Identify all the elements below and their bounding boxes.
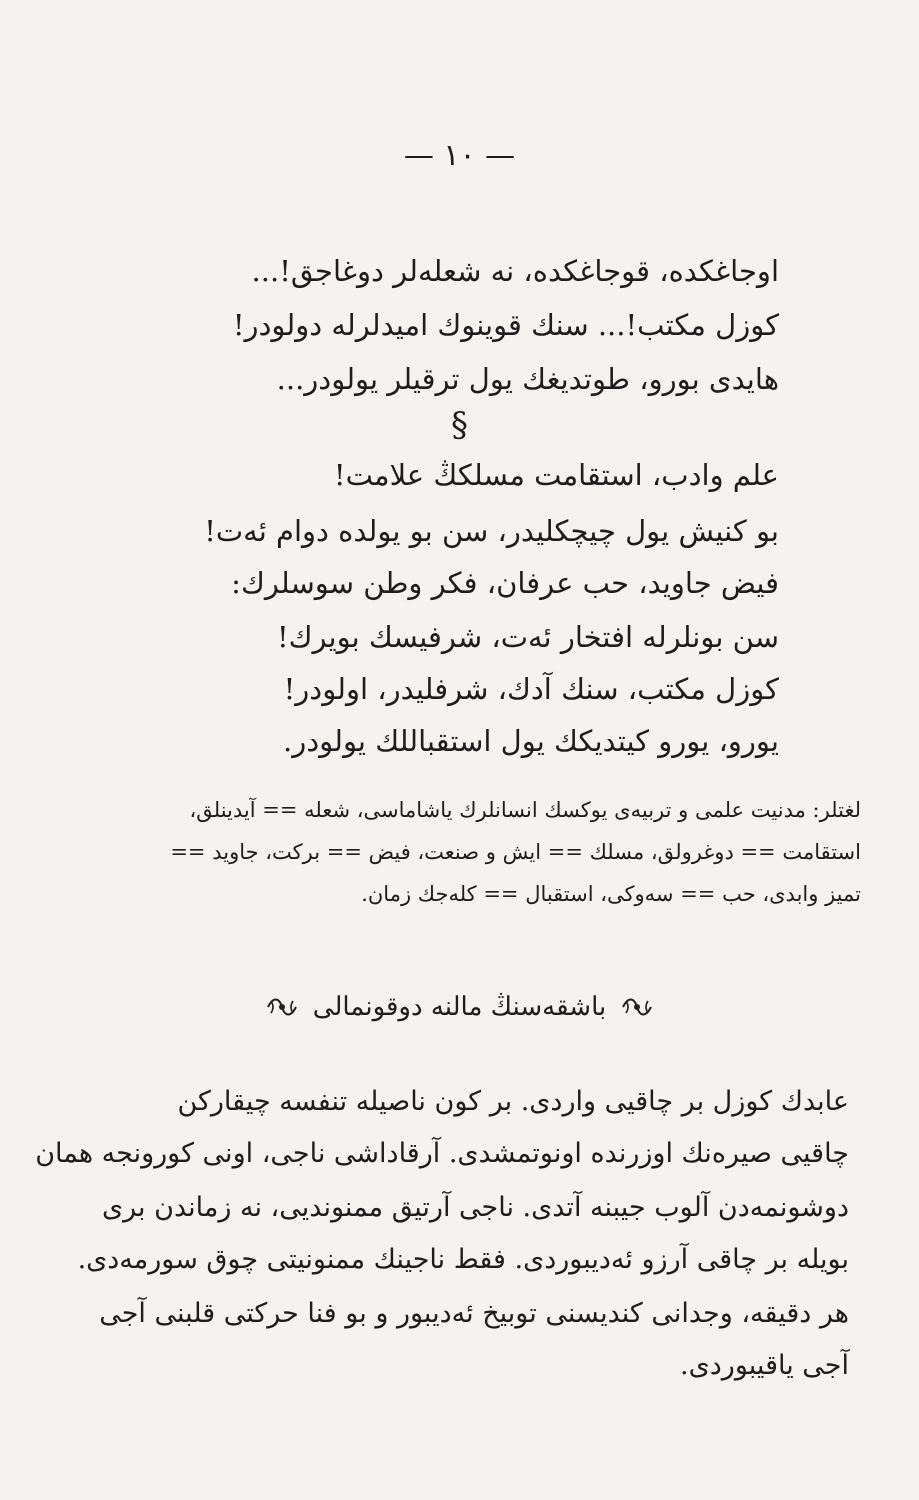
ornament-icon — [620, 994, 654, 1020]
glossary-line: تميز وابدى، حب == سه‌وكى، استقبال == كله‌جك زمان. — [361, 882, 861, 906]
story-heading — [0, 992, 919, 1022]
story-line: بويله بر چاقى آرزو ئه‌ديبوردى. فقط ناجينك ممنونيتى چوق سورمه‌دى. — [77, 1244, 849, 1275]
poem-line: سن بونلرله افتخار ئه‌ت، شرفيسك بويرك! — [277, 620, 779, 654]
poem-line: فيض جاويد، حب عرفان، فكر وطن سوسلرك: — [231, 566, 779, 600]
story-title: باشقه‌سنڭ مالنه دوقونمالى — [312, 992, 607, 1022]
poem-line: علم وادب، استقامت مسلكڭ علامت! — [333, 458, 779, 492]
section-mark: § — [451, 405, 468, 445]
story-line: عابدك كوزل بر چاقيى واردى. بر كون ناصيله تنفسه چيقاركن — [177, 1086, 849, 1117]
poem-line: كوزل مكتب!... سنك قوينوك اميدلرله دولودر! — [232, 308, 779, 342]
story-line: دوشونمه‌دن آلوب جيبنه آتدى. ناجى آرتيق ممنونديى، نه زماندن برى — [102, 1192, 849, 1223]
poem-line: كوزل مكتب، سنك آدك، شرفليدر، اولودر! — [283, 672, 779, 706]
glossary-line: استقامت == دوغرولق، مسلك == ايش و صنعت، فيض == بركت، جاويد == — [170, 840, 861, 864]
poem-line: هايدى بورو، طوتديغك يول ترقيلر يولودر... — [276, 362, 779, 396]
poem-line: يورو، يورو كيتديكك يول استقباللك يولودر. — [282, 724, 779, 758]
glossary-line: لغتلر: مدنيت علمى و تربيه‌ى يوكسك انسانلرك ياشاماسى، شعله == آيدينلق، — [189, 798, 861, 822]
poem-line: اوجاغكده، قوجاغكده، نه شعله‌لر دوغاجق!... — [251, 254, 779, 288]
story-line: هر دقيقه، وجدانى كنديسنى توبيخ ئه‌ديبور و بو فنا حركتى قلبنى آجى — [99, 1298, 849, 1329]
ornament-icon — [265, 994, 299, 1020]
story-line: آجى ياقيبوردى. — [680, 1350, 849, 1381]
story-line: چاقيى صيره‌نك اوزرنده اونوتمشدى. آرقاداشى ناجى، اونى كورونجه همان — [35, 1138, 849, 1169]
page-number: — ١٠ — — [403, 138, 516, 173]
poem-line: بو كنيش يول چيچكليدر، سن بو يولده دوام ئه‌ت! — [204, 514, 779, 548]
